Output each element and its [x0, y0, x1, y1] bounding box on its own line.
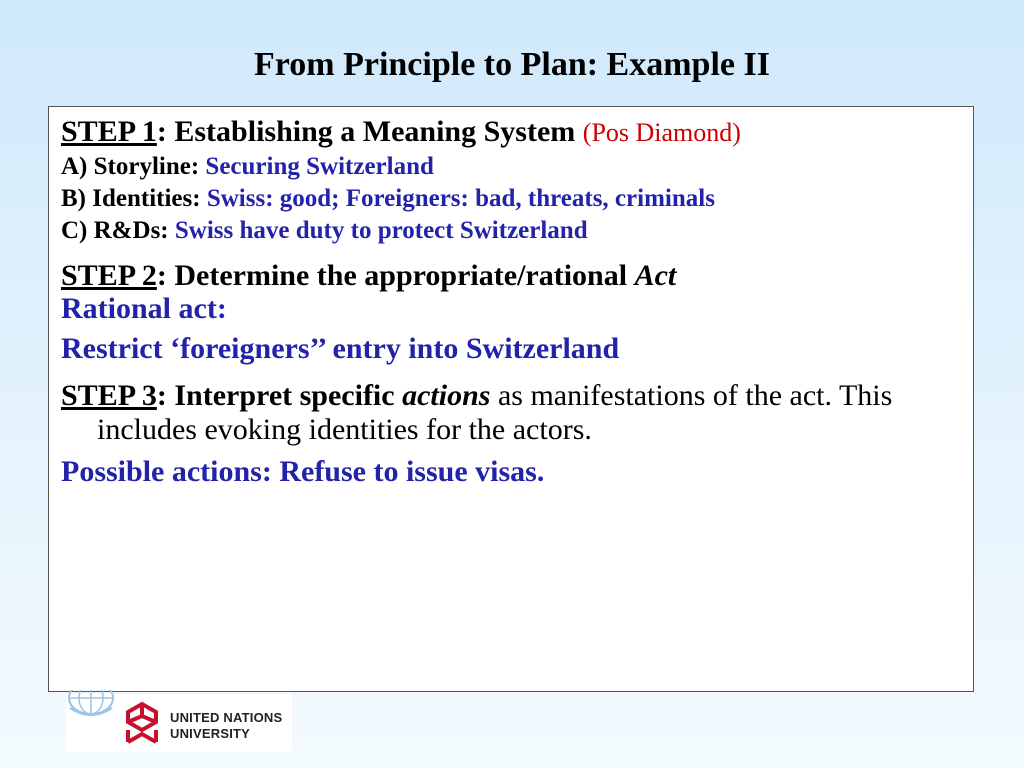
unu-name-line2: UNIVERSITY: [170, 726, 251, 741]
step3-label: STEP 3: [61, 379, 157, 413]
storyline-value: Securing Switzerland: [205, 152, 434, 180]
unu-name-line1: UNITED NATIONS: [170, 710, 283, 725]
step1-storyline: [61, 153, 961, 181]
rds-label: C) R&Ds:: [61, 216, 175, 244]
slide-title: From Principle to Plan: Example II: [254, 46, 770, 83]
step2-restrict: Restrict ‘foreigners’’ entry into Switzerland: [61, 331, 620, 365]
unu-logo-icon: [122, 700, 162, 748]
un-emblem-icon: [66, 690, 116, 718]
step2-heading: [61, 259, 961, 293]
step3-possible-actions: Possible actions: Refuse to issue visas.: [61, 454, 545, 488]
storyline-label: A) Storyline:: [61, 152, 206, 180]
step2-rational-act: Rational act:: [61, 292, 227, 326]
step2-heading-text: Determine the appropriate/rational: [166, 258, 635, 292]
content-box: [48, 106, 974, 692]
step3-rest: as manifestations of the act. This includes evoking identities for the actors.: [97, 379, 893, 446]
step2-heading-italic: Act: [634, 258, 677, 292]
step3-heading-italic: actions: [402, 379, 491, 413]
step2-label: STEP 2: [61, 258, 157, 292]
step3-colon: :: [156, 379, 167, 413]
step1-colon: :: [156, 115, 167, 148]
rds-value: Swiss have duty to protect Switzerland: [174, 216, 588, 244]
identities-value: Swiss: good; Foreigners: bad, threats, criminals: [206, 184, 715, 212]
step3-heading: [61, 379, 961, 446]
step1-heading-text: Establishing a Meaning System: [166, 115, 583, 148]
step3-heading-text: Interpret specific: [166, 379, 403, 413]
step1-label: STEP 1: [61, 115, 157, 148]
step1-identities: [61, 185, 961, 213]
step1-rds: [61, 217, 961, 245]
step1-paren: (Pos Diamond): [582, 118, 741, 147]
step2-colon: :: [156, 258, 167, 292]
step1-heading: [61, 115, 961, 149]
identities-label: B) Identities:: [61, 184, 207, 212]
unu-name: [170, 710, 282, 742]
